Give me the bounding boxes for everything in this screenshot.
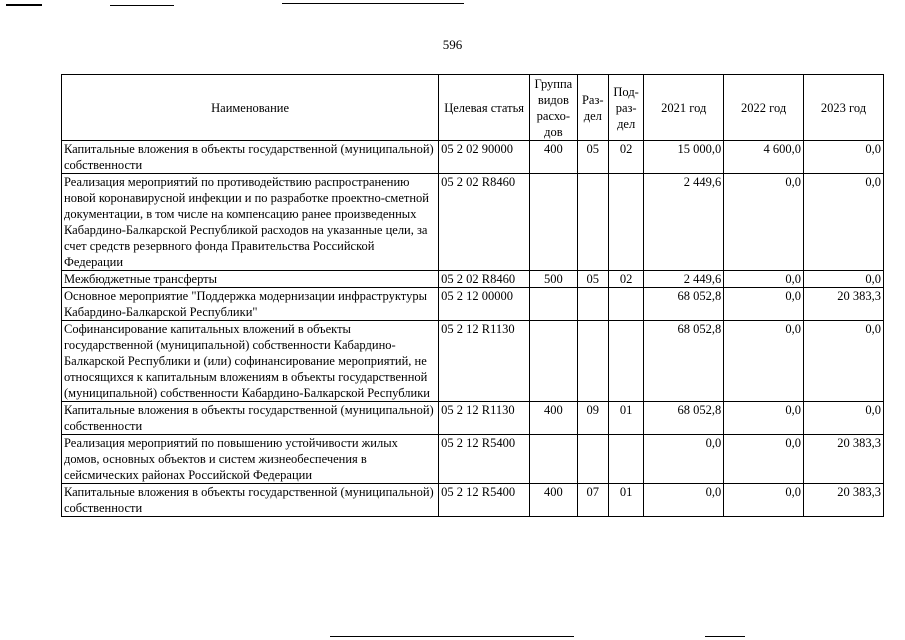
cell-subsection: 02 <box>608 271 643 288</box>
cell-y2023: 0,0 <box>804 141 884 174</box>
table-row <box>62 321 884 402</box>
cell-group: 400 <box>530 484 578 517</box>
cell-y2022: 0,0 <box>724 174 804 271</box>
cell-name: Капитальные вложения в объекты государственной (муниципальной) собственности <box>62 484 439 517</box>
col-header-2023: 2023 год <box>804 75 884 141</box>
cell-group: 400 <box>530 141 578 174</box>
cell-section: 07 <box>577 484 608 517</box>
scan-line-top-right <box>282 3 464 4</box>
cell-y2022: 4 600,0 <box>724 141 804 174</box>
cell-y2023: 20 383,3 <box>804 484 884 517</box>
cell-name: Реализация мероприятий по противодействию распространению новой коронавирусной инфекции и по разработке проектно-сметной документации, в том числе на компенсацию ранее произведенных Кабардино-Балкарской Республикой расходов на указанные цели, за счет средств резервного фонда Правительства Российской Федерации <box>62 174 439 271</box>
cell-name: Основное мероприятие "Поддержка модернизации инфраструктуры Кабардино-Балкарской Республики" <box>62 288 439 321</box>
cell-y2021: 2 449,6 <box>644 174 724 271</box>
cell-y2023: 0,0 <box>804 321 884 402</box>
scan-line-bottom <box>330 636 574 637</box>
cell-section: 05 <box>577 141 608 174</box>
cell-y2021: 0,0 <box>644 484 724 517</box>
cell-section <box>577 288 608 321</box>
cell-y2022: 0,0 <box>724 435 804 484</box>
budget-table <box>61 74 884 517</box>
cell-y2023: 0,0 <box>804 174 884 271</box>
scan-line-top-left <box>6 4 42 6</box>
col-header-2021: 2021 год <box>644 75 724 141</box>
table-row <box>62 141 884 174</box>
cell-subsection <box>608 174 643 271</box>
cell-subsection <box>608 288 643 321</box>
cell-y2021: 2 449,6 <box>644 271 724 288</box>
cell-section: 09 <box>577 402 608 435</box>
page-number: 596 <box>442 37 463 52</box>
col-header-name: Наименование <box>62 75 439 141</box>
col-header-subsection: Под- раз- дел <box>608 75 643 141</box>
cell-group <box>530 288 578 321</box>
cell-y2021: 68 052,8 <box>644 288 724 321</box>
col-header-target: Целевая статья <box>439 75 530 141</box>
cell-y2021: 68 052,8 <box>644 402 724 435</box>
cell-y2021: 15 000,0 <box>644 141 724 174</box>
cell-target: 05 2 12 00000 <box>439 288 530 321</box>
cell-target: 05 2 12 R5400 <box>439 435 530 484</box>
cell-y2023: 0,0 <box>804 271 884 288</box>
cell-section <box>577 321 608 402</box>
cell-section <box>577 174 608 271</box>
table-body <box>62 141 884 517</box>
cell-name: Капитальные вложения в объекты государственной (муниципальной) собственности <box>62 141 439 174</box>
table-row <box>62 174 884 271</box>
cell-subsection <box>608 321 643 402</box>
table-row <box>62 435 884 484</box>
cell-target: 05 2 02 R8460 <box>439 271 530 288</box>
cell-subsection: 01 <box>608 484 643 517</box>
cell-target: 05 2 12 R5400 <box>439 484 530 517</box>
cell-y2021: 68 052,8 <box>644 321 724 402</box>
cell-group <box>530 435 578 484</box>
cell-y2023: 20 383,3 <box>804 288 884 321</box>
col-header-section: Раз- дел <box>577 75 608 141</box>
cell-group: 500 <box>530 271 578 288</box>
cell-y2022: 0,0 <box>724 288 804 321</box>
cell-y2023: 0,0 <box>804 402 884 435</box>
cell-group <box>530 174 578 271</box>
cell-name: Софинансирование капитальных вложений в объекты государственной (муниципальной) собственности Кабардино-Балкарской Республики и (или) софинансирование мероприятий, не относящихся к капитальным вложениям в объекты государственной (муниципальной) собственности Кабардино-Балкарской Республики <box>62 321 439 402</box>
cell-subsection <box>608 435 643 484</box>
scan-line-bottom-right <box>705 636 745 637</box>
cell-name: Капитальные вложения в объекты государственной (муниципальной) собственности <box>62 402 439 435</box>
cell-y2021: 0,0 <box>644 435 724 484</box>
cell-section: 05 <box>577 271 608 288</box>
cell-section <box>577 435 608 484</box>
cell-group <box>530 321 578 402</box>
table-row <box>62 402 884 435</box>
cell-group: 400 <box>530 402 578 435</box>
scan-line-top-left-2 <box>110 5 174 6</box>
cell-y2022: 0,0 <box>724 484 804 517</box>
cell-target: 05 2 12 R1130 <box>439 402 530 435</box>
cell-y2023: 20 383,3 <box>804 435 884 484</box>
cell-target: 05 2 02 90000 <box>439 141 530 174</box>
cell-target: 05 2 02 R8460 <box>439 174 530 271</box>
cell-name: Реализация мероприятий по повышению устойчивости жилых домов, основных объектов и систем жизнеобеспечения в сейсмических районах Российской Федерации <box>62 435 439 484</box>
cell-y2022: 0,0 <box>724 271 804 288</box>
cell-y2022: 0,0 <box>724 402 804 435</box>
cell-subsection: 02 <box>608 141 643 174</box>
table-row <box>62 288 884 321</box>
table-row <box>62 271 884 288</box>
cell-target: 05 2 12 R1130 <box>439 321 530 402</box>
col-header-group: Группа видов расхо- дов <box>530 75 578 141</box>
header-row <box>62 75 884 141</box>
cell-subsection: 01 <box>608 402 643 435</box>
cell-name: Межбюджетные трансферты <box>62 271 439 288</box>
table-row <box>62 484 884 517</box>
col-header-2022: 2022 год <box>724 75 804 141</box>
cell-y2022: 0,0 <box>724 321 804 402</box>
